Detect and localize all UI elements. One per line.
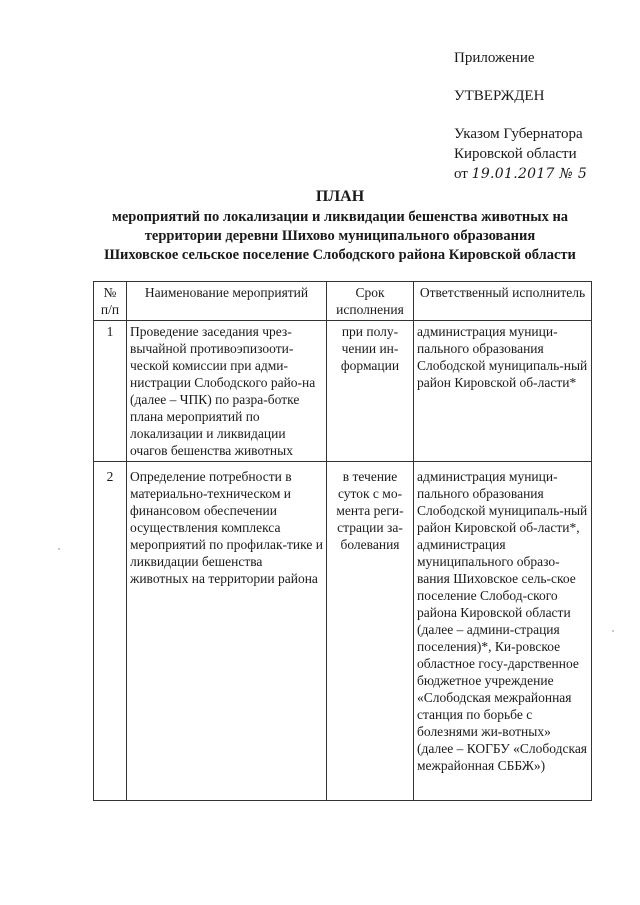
row-term: в течение суток с мо-мента реги-страции за-болевания (327, 462, 414, 801)
row-responsible: администрация муници-пального образования Слободской муниципаль-ный район Кировской об-ласти*, администрация муниципального образо-вания Шиховское сель-ское поселение Слобод-ского района Кировской области (далее – админи-страция поселения)*, Ки-ровское областное госу-дарственное бюджетное учреждение «Слободская межрайонная станция по борьбе с болезнями жи-вотных» (далее – КОГБУ «Слободская межрайонная СББЖ») (414, 462, 592, 801)
row-num: 1 (94, 321, 127, 462)
header-name: Наименование мероприятий (127, 282, 327, 321)
scan-speck (58, 548, 60, 550)
appendix-label: Приложение (454, 50, 535, 66)
document-title (60, 186, 620, 265)
row-num: 2 (94, 462, 127, 801)
row-responsible: администрация муници-пального образования Слободской муниципаль-ный район Кировской об-ласти* (414, 321, 592, 462)
plan-subtitle-line-1: мероприятий по локализации и ликвидации бешенства животных на (111, 209, 569, 225)
table-row (94, 321, 592, 462)
approval-stamp (454, 48, 587, 184)
decree-line-1: Указом Губернатора (454, 126, 583, 142)
row-activity: Определение потребности в материально-техническом и финансовом обеспечении осуществления комплекса мероприятий по профилак-тике и ликвидации бешенства животных на территории района (127, 462, 327, 801)
plan-subtitle-line-3: Шиховское сельское поселение Слободского района Кировской области (104, 247, 576, 263)
row-activity: Проведение заседания чрез-вычайной противоэпизооти-ческой комиссии при адми-нистрации Слободского райо-на (далее – ЧПК) по разра-ботке плана мероприятий по локализации и ликвидации очагов бешенства животных (127, 321, 327, 462)
plan-table (93, 281, 592, 801)
plan-heading: ПЛАН (315, 188, 365, 205)
approved-label: УТВЕРЖДЕН (454, 88, 545, 104)
decree-line-2: Кировской области (454, 146, 577, 162)
table-header-row (94, 282, 592, 321)
header-responsible: Ответственный исполнитель (414, 282, 592, 321)
decree-date-handwritten: 19.01.2017 № 5 (471, 166, 588, 182)
decree-date-prefix: от (454, 166, 468, 182)
row-term: при полу-чении ин-формации (327, 321, 414, 462)
header-num: № п/п (94, 282, 127, 321)
plan-subtitle-line-2: территории деревни Шихово муниципального образования (144, 228, 536, 244)
header-term: Срок исполнения (327, 282, 414, 321)
decree-date (454, 164, 587, 184)
table-row (94, 462, 592, 801)
scan-speck (612, 630, 614, 632)
